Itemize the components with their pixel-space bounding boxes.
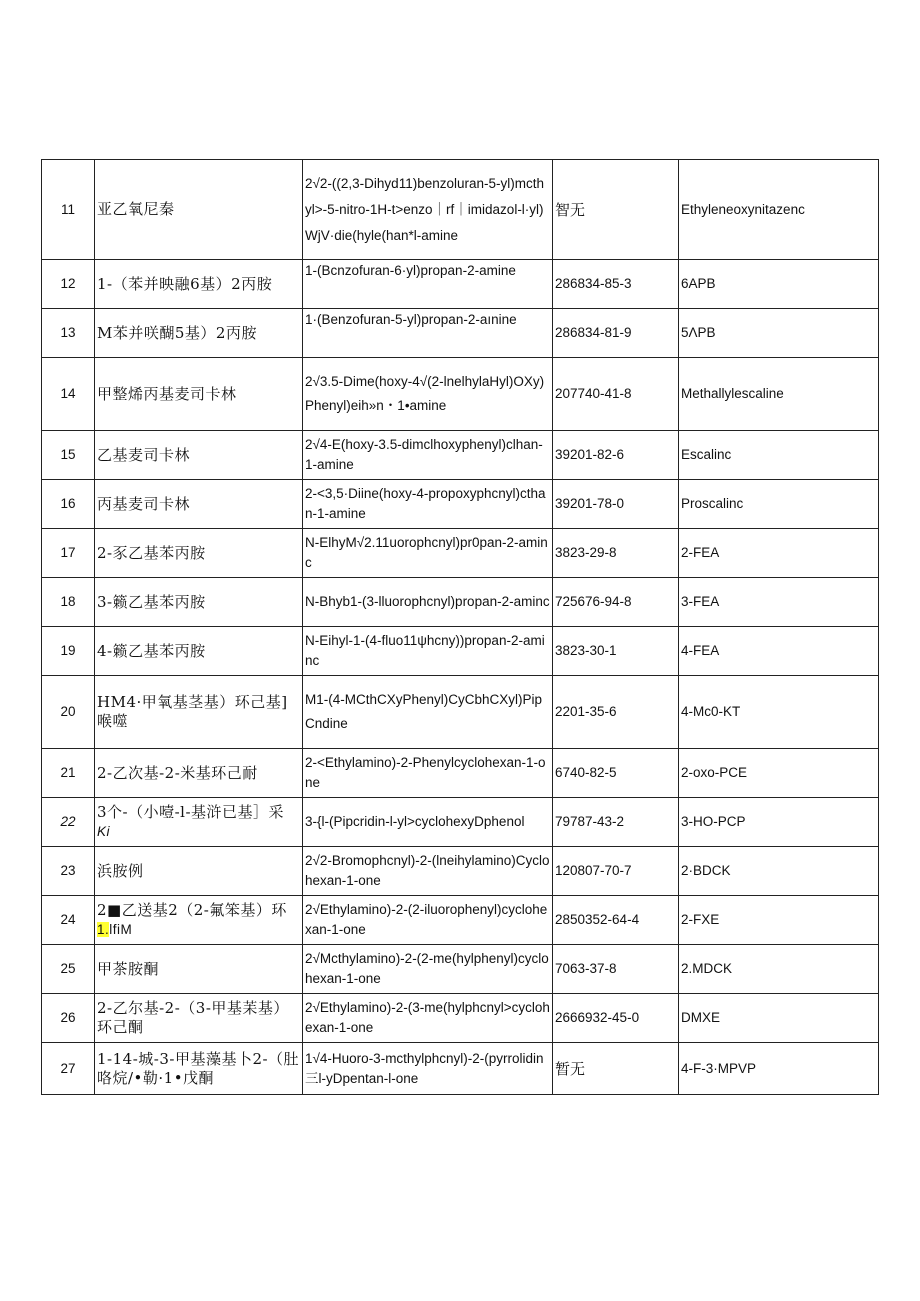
row-number: 19 — [42, 627, 95, 676]
chinese-name: 1-14-城-3-甲基藻基卜2-（肚咯烷/•勒·1•戊酮 — [95, 1043, 303, 1095]
row-number: 27 — [42, 1043, 95, 1095]
table-row — [42, 627, 879, 676]
iupac-name: N-Eihyl-1-(4-fluo11ψhcny))propan-2-aminc — [303, 627, 553, 676]
row-number: 26 — [42, 994, 95, 1043]
table-row — [42, 994, 879, 1043]
cas-number: 6740-82-5 — [553, 749, 679, 798]
cas-number: 2850352-64-4 — [553, 896, 679, 945]
table-row — [42, 676, 879, 749]
chinese-name: 2-豕乙基苯丙胺 — [95, 529, 303, 578]
row-number: 23 — [42, 847, 95, 896]
abbreviation: Escalinc — [679, 431, 879, 480]
cas-number: 120807-70-7 — [553, 847, 679, 896]
abbreviation: 2-FEA — [679, 529, 879, 578]
iupac-name: N-Bhyb1-(3-lluorophcnyl)propan-2-aminc — [303, 578, 553, 627]
cas-number: 2201-35-6 — [553, 676, 679, 749]
cas-number: 79787-43-2 — [553, 798, 679, 847]
row-number: 17 — [42, 529, 95, 578]
chinese-name: M苯并咲醐5基）2丙胺 — [95, 309, 303, 358]
chinese-name-line2: Ki — [97, 824, 111, 839]
iupac-name: 1-(Bcnzofuran-6·yl)propan-2-amine — [303, 260, 553, 309]
row-number: 25 — [42, 945, 95, 994]
iupac-name: 2√Ethylamino)-2-(3-me(hylphcnyl>cyclohexan-1-one — [303, 994, 553, 1043]
cas-number: 207740-41-8 — [553, 358, 679, 431]
row-number: 11 — [42, 160, 95, 260]
chinese-name: 2-乙次基-2-米基环己耐 — [95, 749, 303, 798]
row-number: 13 — [42, 309, 95, 358]
iupac-name: 2-<Ethylamino)-2-Phenylcyclohexan-1-one — [303, 749, 553, 798]
cas-number: 智无 — [553, 160, 679, 260]
table-row — [42, 847, 879, 896]
iupac-name: 3-{l-(Pipcridin-l-yl>cyclohexyDphenol — [303, 798, 553, 847]
abbreviation: 2·BDCK — [679, 847, 879, 896]
table-row — [42, 1043, 879, 1095]
abbreviation: 4-FEA — [679, 627, 879, 676]
table-row — [42, 260, 879, 309]
abbreviation: Methallylescaline — [679, 358, 879, 431]
chinese-name: 1-（苯并映融6基）2丙胺 — [95, 260, 303, 309]
chinese-name: 乙基麦司卡林 — [95, 431, 303, 480]
table-row — [42, 578, 879, 627]
chinese-name: 亚乙氧尼秦 — [95, 160, 303, 260]
chinese-name — [95, 798, 303, 847]
cas-number: 725676-94-8 — [553, 578, 679, 627]
chinese-name: 浜胺例 — [95, 847, 303, 896]
row-number: 12 — [42, 260, 95, 309]
chinese-name-line1: 3个-（小噎-l-基浒已基］采 — [97, 803, 285, 821]
row-number: 18 — [42, 578, 95, 627]
row-number: 15 — [42, 431, 95, 480]
row-number: 20 — [42, 676, 95, 749]
table-row — [42, 749, 879, 798]
chinese-name: 2-乙尔基-2-（3-甲基苿基）环己酮 — [95, 994, 303, 1043]
cas-number: 2666932-45-0 — [553, 994, 679, 1043]
iupac-name: 2√Ethylamino)-2-(2-iluorophenyl)cyclohexan-1-one — [303, 896, 553, 945]
abbreviation: DMXE — [679, 994, 879, 1043]
chinese-name: 甲茶胺酮 — [95, 945, 303, 994]
chinese-name: 丙基麦司卡林 — [95, 480, 303, 529]
table-row — [42, 160, 879, 260]
table-row — [42, 358, 879, 431]
table-row — [42, 529, 879, 578]
table-row — [42, 945, 879, 994]
iupac-name: N-ElhyM√2.11uorophcnyl)pr0pan-2-aminc — [303, 529, 553, 578]
cas-number: 暂无 — [553, 1043, 679, 1095]
iupac-name: 2√2-((2,3-Dihyd11)benzoluran-5-yl)mcthyl>-5-nitro-1H-t>enzo｜rf｜imidazol-l·yl)WjV·die(hyle(han*l-amine — [303, 160, 553, 260]
table-row — [42, 480, 879, 529]
abbreviation: 2.MDCK — [679, 945, 879, 994]
row-number: 16 — [42, 480, 95, 529]
table-row — [42, 431, 879, 480]
abbreviation: 2-FXE — [679, 896, 879, 945]
abbreviation: 4-Mc0-KT — [679, 676, 879, 749]
abbreviation: 5ΛPB — [679, 309, 879, 358]
cas-number: 3823-29-8 — [553, 529, 679, 578]
abbreviation: Ethyleneoxynitazenc — [679, 160, 879, 260]
row-number: 21 — [42, 749, 95, 798]
chinese-name-line1: 2■乙送基2（2-氟笨基）环 — [97, 901, 287, 919]
abbreviation: 6APB — [679, 260, 879, 309]
cas-number: 7063-37-8 — [553, 945, 679, 994]
table-row — [42, 896, 879, 945]
substance-table — [41, 159, 879, 1095]
abbreviation: Proscalinc — [679, 480, 879, 529]
highlighted-text: 1. — [97, 922, 110, 937]
abbreviation: 2-oxo-PCE — [679, 749, 879, 798]
abbreviation: 4-F-3·MPVP — [679, 1043, 879, 1095]
iupac-name: 2-<3,5·Diine(hoxy-4-propoxyphcnyl)cthan-1-amine — [303, 480, 553, 529]
cas-number: 286834-85-3 — [553, 260, 679, 309]
row-number: 14 — [42, 358, 95, 431]
row-number: 22 — [42, 798, 95, 847]
cas-number: 286834-81-9 — [553, 309, 679, 358]
cas-number: 39201-82-6 — [553, 431, 679, 480]
chinese-name: HM4·甲氧基茎基）环己基]喉噬 — [95, 676, 303, 749]
chinese-name — [95, 896, 303, 945]
chinese-name: 4-籁乙基苯丙胺 — [95, 627, 303, 676]
abbreviation: 3-HO-PCP — [679, 798, 879, 847]
iupac-name: 1√4-Huoro-3-mcthylphcnyl)-2-(pyrrolidin三l-yDpentan-l-one — [303, 1043, 553, 1095]
cas-number: 39201-78-0 — [553, 480, 679, 529]
iupac-name: 2√3.5-Dime(hoxy-4√(2-lnelhylaHyl)OXy)Phenyl)eih»n・1•amine — [303, 358, 553, 431]
table-row — [42, 798, 879, 847]
cas-number: 3823-30-1 — [553, 627, 679, 676]
iupac-name: 1·(Benzofuran-5-yl)propan-2-aınine — [303, 309, 553, 358]
chinese-name: 甲整烯丙基麦司卡林 — [95, 358, 303, 431]
abbreviation: 3-FEA — [679, 578, 879, 627]
iupac-name: 2√2-Bromophcnyl)-2-(lneihylamino)Cyclohexan-1-one — [303, 847, 553, 896]
table-row — [42, 309, 879, 358]
iupac-name: M1-(4-MCthCXyPhenyl)CyCbhCXyl)PipCndine — [303, 676, 553, 749]
iupac-name: 2√4-E(hoxy-3.5-dimclhoxyphenyl)clhan-1-amine — [303, 431, 553, 480]
chinese-name: 3-籁乙基苯丙胺 — [95, 578, 303, 627]
iupac-name: 2√Mcthylamino)-2-(2-me(hylphenyl)cyclohexan-1-one — [303, 945, 553, 994]
row-number: 24 — [42, 896, 95, 945]
chinese-name-line2: lfiM — [109, 922, 133, 937]
